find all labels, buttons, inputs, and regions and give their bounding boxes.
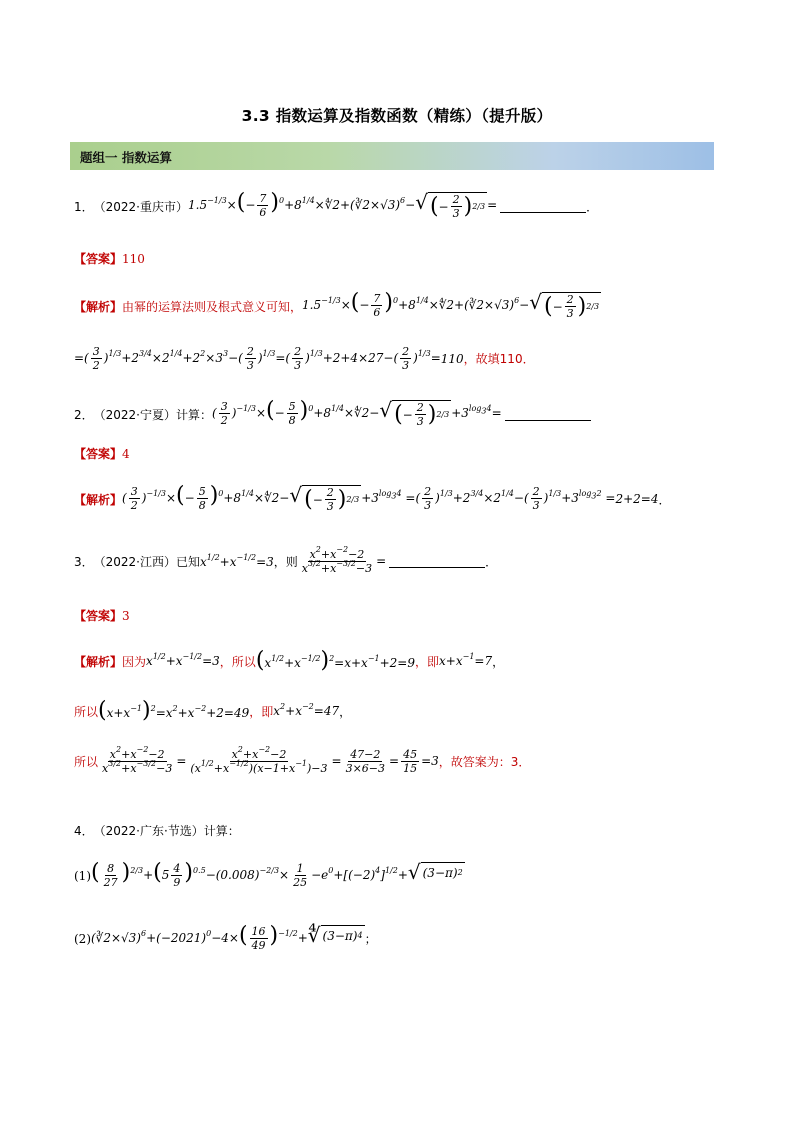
problem-4-source: （2022·广东·节选）计算：: [93, 824, 240, 838]
problem-1-blank: [500, 200, 586, 213]
analysis-final-expression: $\frac{x^2+x^{-2}-2}{x^{3/2}+x^{-3/2}-3}$ = $\frac{x^2+x^{-2}-2}{(x^{1/2}+x^{-1/2})(x-1+x^{-1})-3}$ = $\frac{47-2}{3\times 6-3}$ = $\frac{45}{15}$ =3: [102, 745, 439, 775]
analysis-square-2: $(x+x^{-1})^2=x^2+x^{-2}+2=49$: [98, 698, 250, 723]
problem-3-analysis-line-2: 所以 $(x+x^{-1})^2=x^2+x^{-2}+2=49$ ，即 $x^2+x^{-2}=47$ ，: [74, 698, 352, 723]
problem-4: [74, 822, 240, 839]
part-label: (1): [74, 868, 91, 883]
analysis-conclusion: ，故答案为：3．: [438, 755, 531, 769]
section-band: [70, 142, 714, 170]
derivation-result: 110: [440, 351, 464, 366]
analysis-label: 【解析】: [74, 492, 123, 507]
problem-1-source: （2022·重庆市）: [93, 199, 188, 214]
analysis-text: 由幂的运算法则及根式意义可知，: [122, 299, 303, 314]
problem-2-expression: ( $\frac{3}{2}$ )$^{-1/3}$×(− $\frac{5}{8}$ )$^0+8^{1/4}\times∜2-$ √ ( − $\frac{2}{3}$ ) 2/3 $+3^{log_34}=$: [212, 398, 502, 428]
part-label: (2): [74, 931, 91, 946]
analysis-expression: $1.5^{-1/3}\times(-$ $\frac{7}{6}$ )$^0+8^{1/4}\times∜2+(∛2\times√3)^6-$ √ ( − $\frac{2}{3}$ ) 2/3: [302, 290, 600, 320]
problem-1: 1． （2022·重庆市） $1.5^{-1/3}\times(-$ $\frac{7}{6}$ )$^0+8^{1/4}\times∜2+(∛2\times√3)^6-$ √ ( − $\frac{2}{3}$ ) 2/3 = ．: [74, 190, 599, 220]
problem-3-analysis-line-1: 【解析】 因为 $x^{1/2}+x^{-1/2}=3$ ，所以 $(x^{1/2}+x^{-1/2})^2=x+x^{-1}+2=9$ ，即 $x+x^{-1}=7$ ，: [74, 648, 505, 673]
part-2-expression: $(∛2\times√3)^6+(-2021)^0-4\times$( $\frac{16}{49}$ )$^{-1/2}$+ ∜ (3−π) 4: [91, 923, 363, 952]
problem-3-analysis-line-3: [74, 745, 531, 775]
analysis-result: 2+2=4: [615, 492, 659, 506]
problem-1-analysis: [74, 292, 601, 320]
section-label: 题组一 指数运算: [80, 150, 172, 165]
analysis-then: ，即: [249, 704, 274, 719]
analysis-result-2: $x^2+x^{-2}=47$: [273, 702, 340, 718]
problem-3-answer: [74, 607, 130, 624]
analysis-condition: $x^{1/2}+x^{-1/2}=3$: [146, 652, 220, 668]
problem-3-source: （2022·江西）已知: [93, 555, 200, 569]
analysis-so: 所以: [74, 755, 99, 769]
problem-3-then: ，则: [273, 555, 298, 569]
problem-3-number: 3．: [74, 555, 94, 569]
analysis-then: ，即: [415, 654, 440, 669]
answer-value: 110: [122, 251, 145, 266]
analysis-label: 【解析】: [74, 654, 123, 669]
answer-label: 【答案】: [74, 252, 123, 266]
problem-3-condition: $x^{1/2}+x^{-1/2}=3$: [200, 552, 274, 569]
answer-label: 【答案】: [74, 447, 123, 461]
problem-1-number: 1．: [74, 199, 94, 214]
problem-1-answer: [74, 250, 145, 267]
answer-value: 4: [122, 446, 130, 461]
answer-value: 3: [122, 608, 130, 623]
problem-3-expression: $\frac{x^2+x^{-2}-2}{x^{3/2}+x^{-3/2}-3}$ =: [301, 545, 387, 575]
answer-label: 【答案】: [74, 609, 123, 623]
part-1-expression: ( $\frac{8}{27}$ )$^{2/3}$+(5 $\frac{4}{9}$ )$^{0.5}-(0.008)^{-2/3}\times$ $\frac{1}{25}$ $-e^0+[(-2)^4]^{1/2}+$ √ (3−π) 2: [91, 860, 463, 889]
page-title: 3.3 指数运算及指数函数（精练）（提升版）: [241, 107, 553, 125]
problem-2-answer: [74, 445, 130, 462]
problem-2-analysis: 【解析】 ( $\frac{3}{2}$ )$^{-1/3}$×(− $\frac{5}{8}$ )$^0+8^{1/4}\times∜2-$ √ ( − $\frac{2}{3}$ ) 2/3 $+3^{log_34}$ =( $\frac{2}{3}$ )$^{1/3}+2^{3/4}\times 2^{1/4}-$( $\frac{2}{3}$ )$^{1/3}+3^{log_32}$ = 2+2=4 ．: [74, 483, 671, 513]
derivation-expression: =( $\frac{3}{2}$ )$^{1/3}+2^{3/4}\times 2^{1/4}+2^2\times 3^3-$( $\frac{2}{3}$ )$^{1/3}$=( $\frac{2}{3}$ )$^{1/3}$+2+4×27−( $\frac{2}{3}$ )$^{1/3}$=: [74, 345, 441, 372]
analysis-so: 所以: [74, 704, 99, 719]
analysis-square: $(x^{1/2}+x^{-1/2})^2=x+x^{-1}+2=9$: [255, 648, 415, 673]
problem-3: 3． （2022·江西）已知 $x^{1/2}+x^{-1/2}=3$ ，则 $\frac{x^2+x^{-2}-2}{x^{3/2}+x^{-3/2}-3}$ = ．: [74, 545, 498, 575]
problem-2: [74, 400, 591, 428]
analysis-expression: ( $\frac{3}{2}$ )$^{-1/3}$×(− $\frac{5}{8}$ )$^0+8^{1/4}\times∜2-$ √ ( − $\frac{2}{3}$ ) 2/3 $+3^{log_34}$ =( $\frac{2}{3}$ )$^{1/3}+2^{3/4}\times 2^{1/4}-$( $\frac{2}{3}$ )$^{1/3}+3^{log_32}$ =: [122, 483, 616, 513]
problem-4-number: 4．: [74, 824, 94, 838]
problem-1-derivation: [74, 345, 535, 372]
analysis-label: 【解析】: [74, 299, 123, 314]
problem-3-blank: [389, 555, 485, 568]
problem-4-part-2: (2) $(∛2\times√3)^6+(-2021)^0-4\times$( $\frac{16}{49}$ )$^{-1/2}$+ ∜ (3−π) 4 ；: [74, 923, 377, 952]
derivation-conclusion: ，故填110．: [463, 352, 535, 366]
problem-2-blank: [505, 408, 591, 421]
analysis-because: 因为: [122, 654, 147, 669]
analysis-so: ，所以: [219, 654, 256, 669]
problem-4-part-1: [74, 862, 465, 889]
problem-1-expression: $1.5^{-1/3}\times(-$ $\frac{7}{6}$ )$^0+8^{1/4}\times∜2+(∛2\times√3)^6-$ √ ( − $\frac{2}{3}$ ) 2/3 =: [188, 190, 498, 220]
problem-2-number: 2．: [74, 407, 94, 422]
analysis-result-1: $x+x^{-1}=7$: [439, 652, 493, 668]
problem-2-source: （2022·宁夏）计算：: [93, 407, 212, 422]
